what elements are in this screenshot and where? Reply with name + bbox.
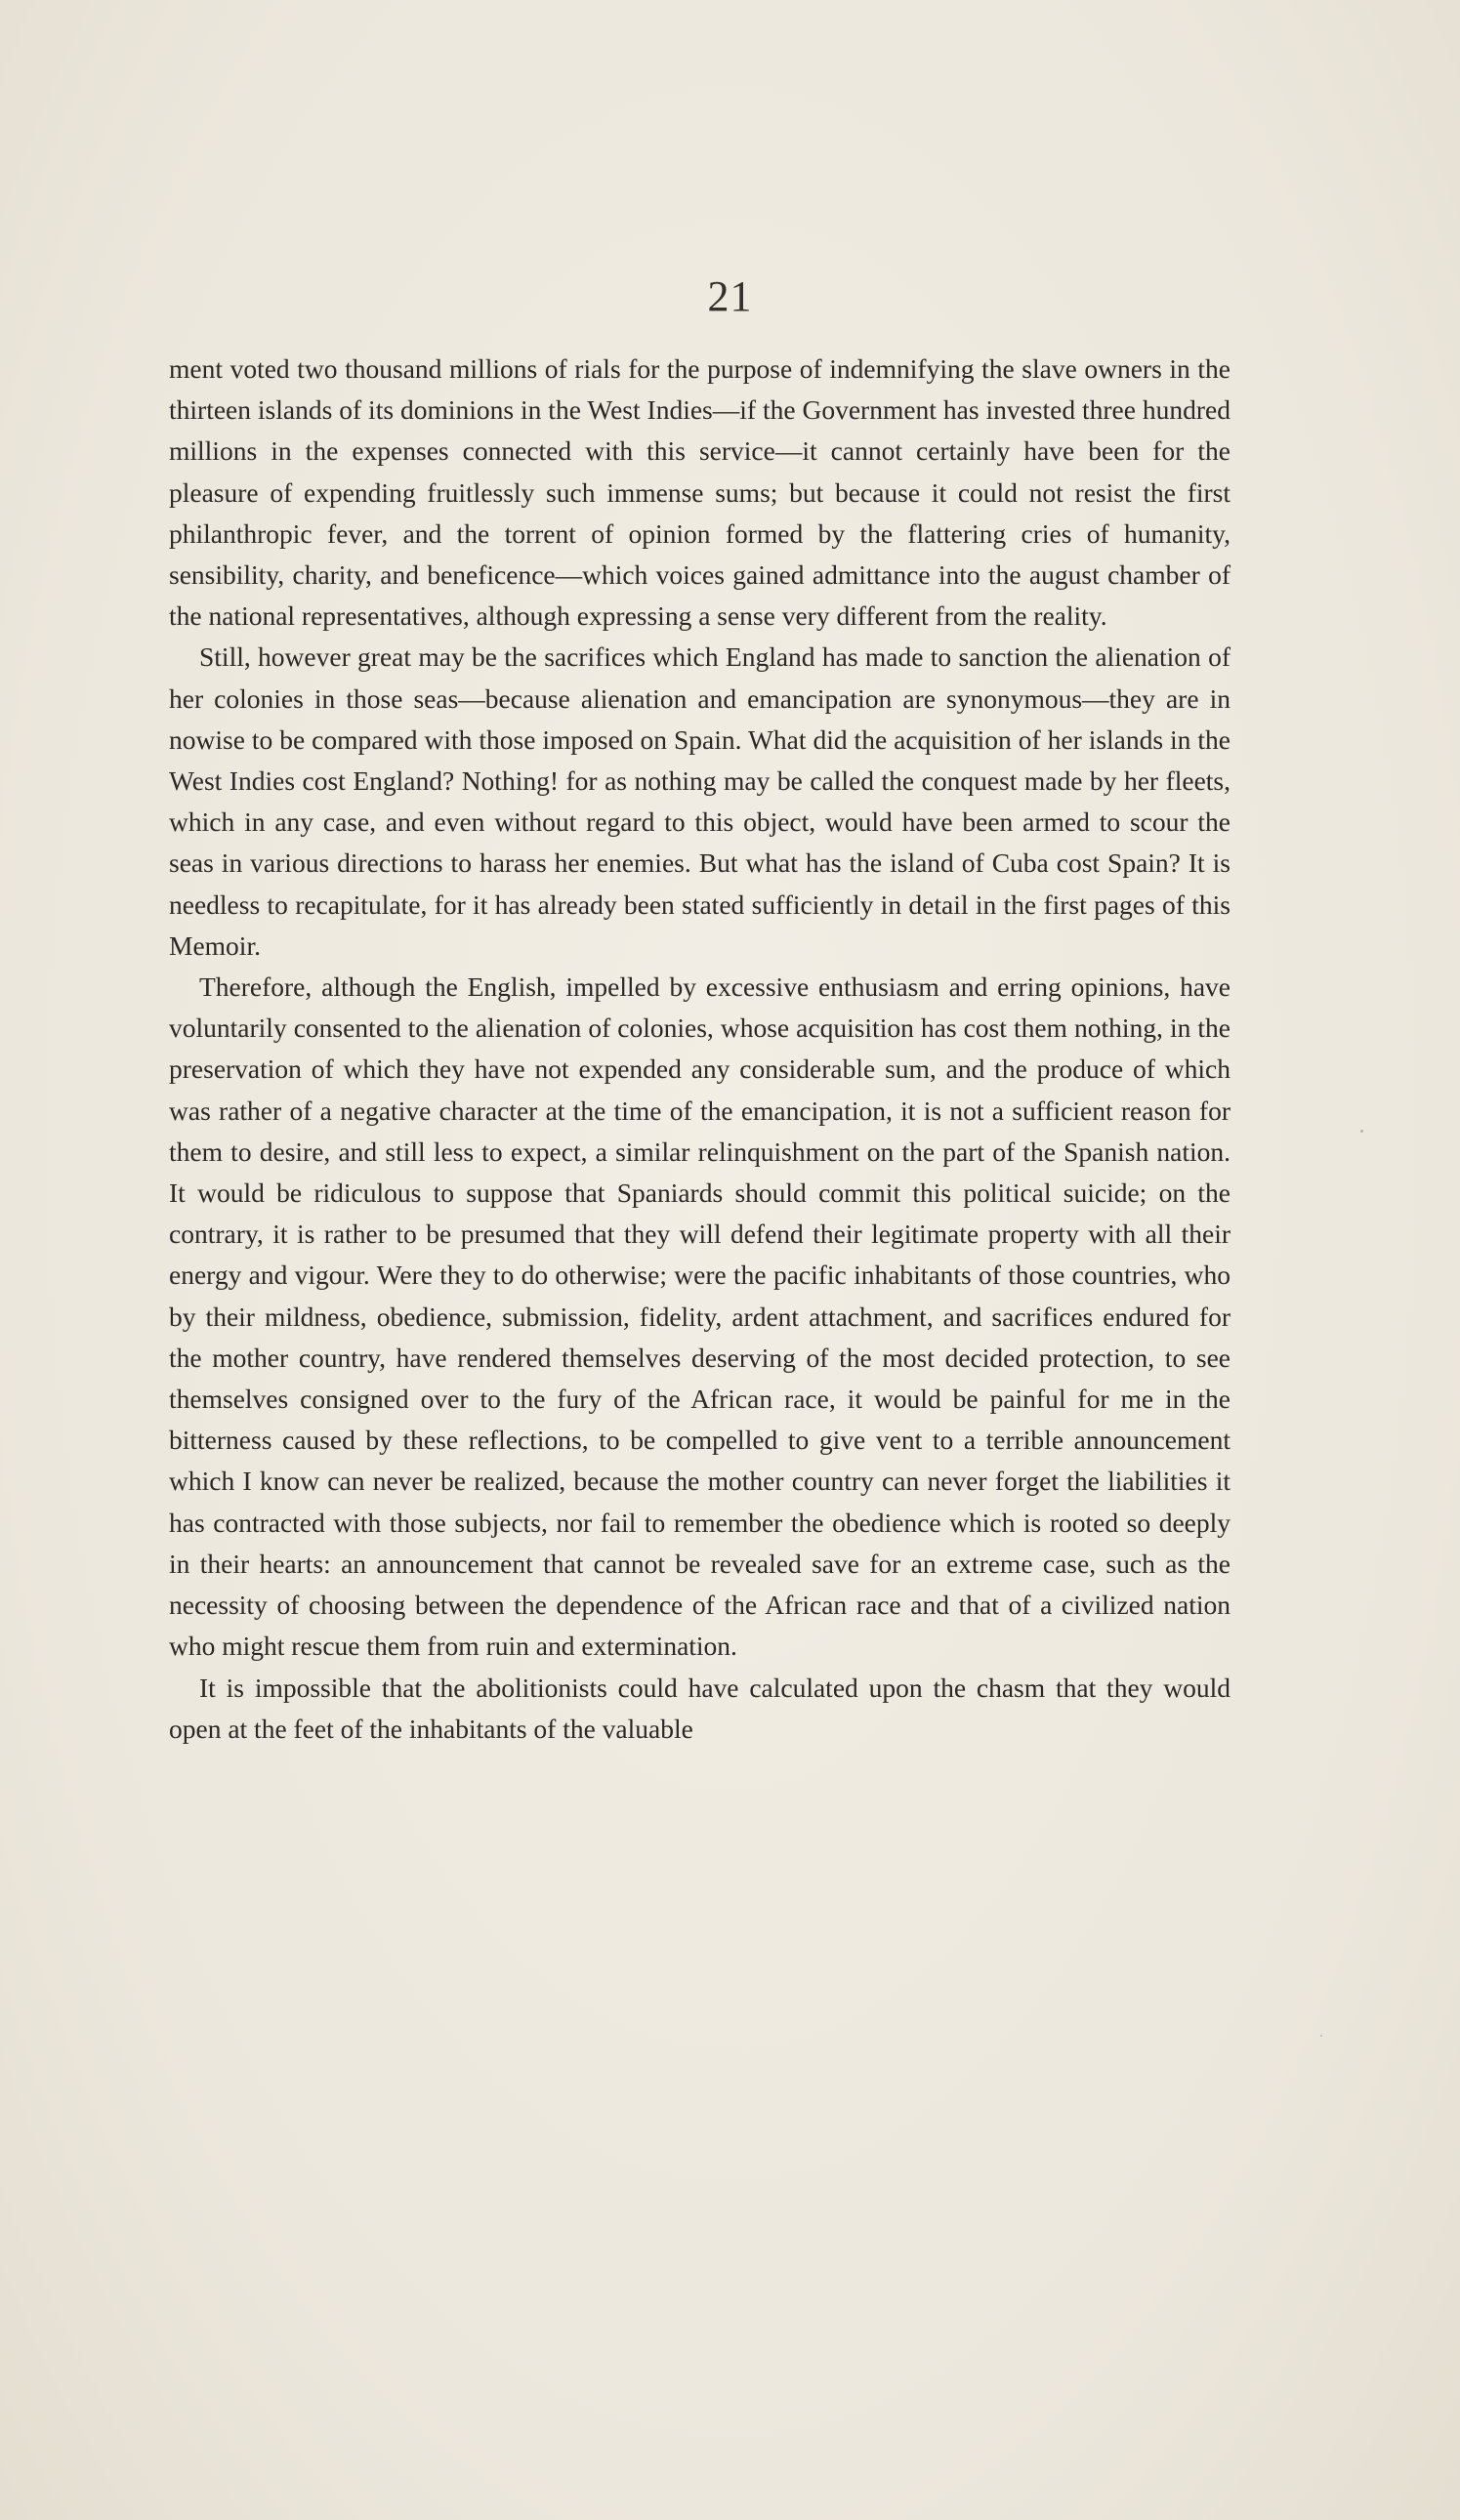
- page-number: 21: [707, 272, 753, 320]
- paper-speck: [1320, 2035, 1322, 2037]
- paper-speck: [1360, 1130, 1363, 1133]
- paragraph-2: Still, however great may be the sacrifices which England has made to sanction the alienation of her colonies in those seas—because alienation and emancipation are synonymous—they are in nowise to be compared with those imposed on Spain. What did the acquisition of her islands in the West Indies cost England? Nothing! for as nothing may be called the conquest made by her fleets, which in any case, and even without regard to this object, would have been armed to scour the seas in various directions to harass her enemies. But what has the island of Cuba cost Spain? It is needless to recapitulate, for it has already been stated sufficiently in detail in the first pages of this Memoir.: [169, 641, 1231, 961]
- paragraph-1: ment voted two thousand millions of rials for the purpose of indemnifying the slave owners in the thirteen islands of its dominions in the West Indies—if the Government has invested three hundred millions in the expenses connected with this service—it cannot certainly have been for the pleasure of expending fruitlessly such immense sums; but because it could not resist the first philanthropic fever, and the torrent of opinion formed by the flattering cries of humanity, sensibility, charity, and beneficence—which voices gained admittance into the august chamber of the national representatives, although expressing a sense very different from the reality.: [169, 353, 1231, 632]
- paragraph-3: Therefore, although the English, impelled by excessive enthusiasm and erring opinions, have voluntarily consented to the alienation of colonies, whose acquisition has cost them nothing, in the preservation of which they have not expended any considerable sum, and the produce of which was rather of a negative character at the time of the emancipation, it is not a sufficient reason for them to desire, and still less to expect, a similar relinquishment on the part of the Spanish nation. It would be ridiculous to suppose that Spaniards should commit this political suicide; on the contrary, it is rather to be presumed that they will defend their legitimate property with all their energy and vigour. Were they to do otherwise; were the pacific inhabitants of those countries, who by their mildness, obedience, submission, fidelity, ardent attachment, and sacrifices endured for the mother country, have rendered themselves deserving of the most decided protection, to see themselves consigned over to the fury of the African race, it would be painful for me in the bitterness caused by these reflections, to be compelled to give vent to a terrible announcement which I know can never be realized, because the mother country can never forget the liabilities it has contracted with those subjects, nor fail to remember the obedience which is rooted so deeply in their hearts: an announcement that cannot be revealed save for an extreme case, such as the necessity of choosing between the dependence of the African race and that of a civilized nation who might rescue them from ruin and extermination.: [169, 971, 1231, 1662]
- paragraph-4: It is impossible that the abolitionists could have calculated upon the chasm that they would open at the feet of the inhabitants of the valuable: [169, 1672, 1231, 1744]
- body-text: [169, 349, 1231, 1750]
